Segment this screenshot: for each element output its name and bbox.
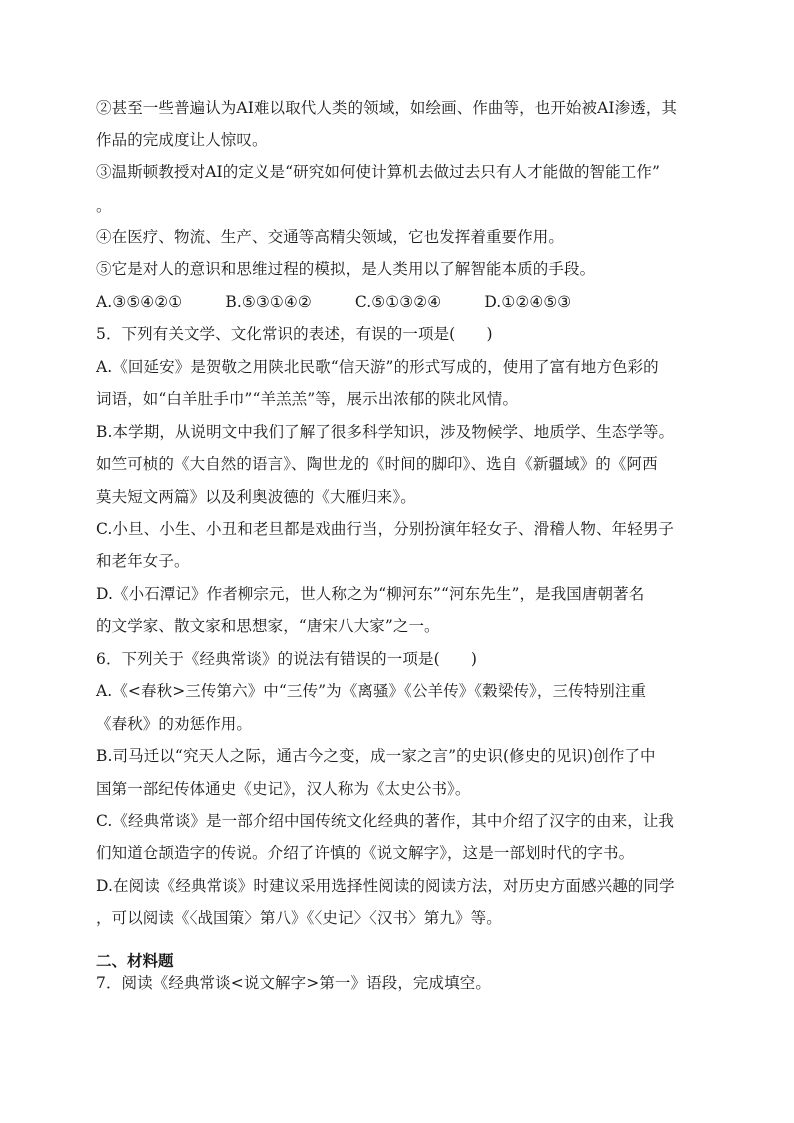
- question-6-line: ，可以阅读《〈战国策〉第八》《〈史记〉〈汉书〉第九》等。: [96, 909, 502, 927]
- question-5-line: 如竺可桢的《大自然的语言》、陶世龙的《时间的脚印》、选自《新疆域》的《阿西: [96, 455, 658, 473]
- question-6-line: C.《经典常谈》是一部介绍中国传统文化经典的著作，其中介绍了汉字的由来，让我: [96, 812, 675, 830]
- question-5-stem: 5．下列有关文学、文化常识的表述，有误的一项是( ): [96, 325, 493, 343]
- question-5-line: 莫夫短文两篇》以及利奥波德的《大雁归来》。: [96, 488, 416, 506]
- question-5-line: 词语，如“白羊肚手巾”“羊羔羔”等，展示出浓郁的陕北风情。: [96, 390, 519, 408]
- question-6-line: 国第一部纪传体通史《史记》，汉人称为《太史公书》。: [96, 780, 471, 798]
- section-title: 二、材料题: [96, 952, 174, 970]
- text-line: ③温斯顿教授对AI的定义是“研究如何使计算机去做过去只有人才能做的智能工作”: [96, 163, 660, 181]
- question-5-line: D.《小石潭记》作者柳宗元，世人称之为“柳河东”“河东先生”，是我国唐朝著名: [96, 585, 645, 603]
- question-4-options: [96, 291, 716, 313]
- text-line: 作品的完成度让人惊叹。: [96, 131, 268, 149]
- text-line: ②甚至一些普遍认为AI难以取代人类的领域，如绘画、作曲等，也开始被AI渗透，其: [96, 99, 678, 117]
- question-6-stem: 6．下列关于《经典常谈》的说法有错误的一项是( ): [96, 650, 478, 668]
- question-5-line: 和老年女子。: [96, 552, 190, 570]
- question-7-stem: 7．阅读《经典常谈<说文解字>第一》语段，完成填空。: [96, 974, 491, 992]
- option-d: D.①②④⑤③: [484, 293, 572, 311]
- question-6-line: B.司马迁以“究天人之际，通古今之变，成一家之言”的史识(修史的见识)创作了中: [96, 747, 656, 765]
- question-6-line: D.在阅读《经典常谈》时建议采用选择性阅读的阅读方法，对历史方面感兴趣的同学: [96, 877, 675, 895]
- option-c: C.⑤①③②④: [354, 293, 442, 311]
- question-5-line: A.《回延安》是贺敬之用陕北民歌“信天游”的形式写成的，使用了富有地方色彩的: [96, 358, 659, 376]
- question-5-line: C.小旦、小生、小丑和老旦都是戏曲行当，分别扮演年轻女子、滑稽人物、年轻男子: [96, 520, 675, 538]
- question-6-line: 《春秋》的劝惩作用。: [96, 715, 253, 733]
- text-line: 。: [96, 197, 112, 215]
- option-a: A.③⑤④②①: [96, 293, 183, 311]
- text-line: ⑤它是对人的意识和思维过程的模拟，是人类用以了解智能本质的手段。: [96, 260, 596, 278]
- option-b: B.⑤③①④②: [225, 293, 312, 311]
- question-5-line: B.本学期，从说明文中我们了解了很多科学知识，涉及物候学、地质学、生态学等。: [96, 423, 675, 441]
- question-6-line: 们知道仓颉造字的传说。介绍了许慎的《说文解字》，这是一部划时代的字书。: [96, 844, 635, 862]
- question-6-line: A.《<春秋>三传第六》中“三传”为《离骚》《公羊传》《穀梁传》，三传特别注重: [96, 682, 647, 700]
- question-5-line: 的文学家、散文家和思想家，“唐宋八大家”之一。: [96, 617, 440, 635]
- text-line: ④在医疗、物流、生产、交通等高精尖领域，它也发挥着重要作用。: [96, 228, 565, 246]
